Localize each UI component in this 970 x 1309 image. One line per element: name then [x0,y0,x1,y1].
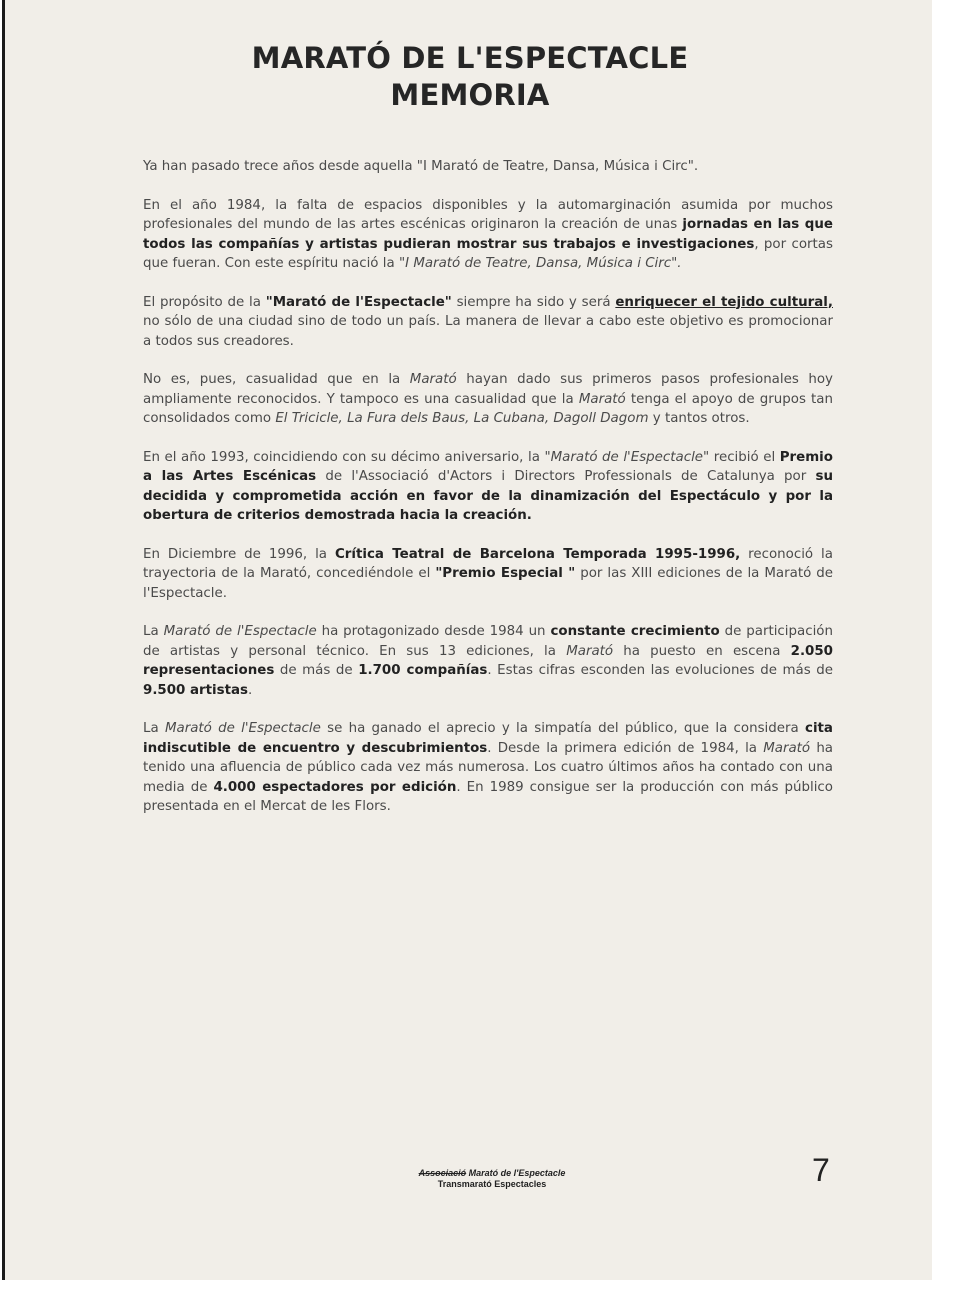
text-run: No es, pues, casualidad que en la [143,372,410,387]
paragraph [143,545,833,604]
emphasis-italic: Marató [566,643,614,659]
page-title: MARATÓ DE L'ESPECTACLE [251,41,689,75]
text-run: de más de [274,663,359,678]
footer-org-struck: Associació [418,1168,467,1178]
emphasis-bold: 2.050 representaciones [143,643,833,678]
text-run: recibió el [709,449,780,465]
text-run: En Diciembre de 1996, la [143,546,335,562]
emphasis-italic: Marató de l'Espectacle [164,721,321,736]
emphasis-bold: 9.500 artistas [143,682,249,698]
text-run: no sólo de una ciudad sino de todo un país. La manera de llevar a cabo este objetivo es promocionar a todos sus creadores. [143,314,833,349]
text-run: ha tenido una afluencia de público cada vez más numerosa. Los cuatro últimos años ha contado con una media de [143,740,834,795]
text-run: ha puesto en escena [613,643,791,659]
emphasis-bold: jornadas en las que todos las compañías y artistas pudieran mostrar sus trabajos e investigaciones [143,217,834,252]
emphasis-bold: Premio a las Artes Escénicas [143,449,833,484]
text-run: . [248,682,253,698]
text-run: y tantos otros. [648,411,750,426]
paragraph [143,196,833,274]
paragraph [143,157,833,177]
text-run: reconoció la trayectoria de la Marató, concediéndole el [143,546,833,581]
text-run: La [143,721,165,736]
text-run: La [143,624,164,639]
text-run: tenga el apoyo de grupos tan consolidados como [143,391,833,426]
emphasis-bold: constante crecimiento [550,624,720,639]
emphasis-bold: 1.700 compañías [358,663,488,678]
text-run: En el año 1993, coincidiendo con su décimo aniversario, la [143,449,545,465]
paragraph [143,622,833,700]
body-text [143,157,833,836]
page-margin [932,0,970,1309]
text-run: siempre ha sido y será [451,294,616,310]
emphasis-italic: Marató [578,391,626,407]
emphasis-italic: Marató de l'Espectacle [163,624,317,639]
text-run: se ha ganado el aprecio y la simpatía del público, que la considera [320,721,805,736]
text-run: Ya han pasado trece años desde aquella "I Marató de Teatre, Dansa, Música i Circ". [143,159,699,174]
text-run: , por cortas que fueran. Con este espíritu nació la [143,236,833,271]
emphasis-bold: "Marató de l'Espectacle" [265,294,452,310]
emphasis-italic: El Tricicle, La Fura dels Baus, La Cubana, Dagoll Dagom [275,411,649,426]
emphasis-bold: "Premio Especial " [435,566,576,581]
emphasis-bold: su decidida y comprometida acción en favor de la dinamización del Espectáculo y por la obertura de criterios demostrada hacia la creación. [143,469,833,523]
footer-org-name: Marató de l'Espectacle [466,1168,566,1178]
emphasis-italic: "Marató de l'Espectacle" [544,449,710,465]
text-run: . Desde la primera edición de 1984, la [487,740,764,756]
paragraph [143,370,833,429]
emphasis-italic: "I Marató de Teatre, Dansa, Música i Circ". [398,256,682,271]
emphasis-bold: Crítica Teatral de Barcelona Temporada 1995-1996, [334,546,741,562]
page-number: 7 [812,1152,830,1188]
text-run: . En 1989 consigue ser la producción con más público presentada en el Mercat de les Flors. [143,779,833,814]
text-run: por las XIII ediciones de la Marató de l'Espectacle. [143,566,833,601]
text-run: de participación de artistas y personal técnico. En sus 13 ediciones, la [143,624,833,659]
footer [372,1168,612,1190]
emphasis-italic: Marató [763,740,811,756]
text-run: hayan dado sus primeros pasos profesionales hoy ampliamente reconocidos. Y tampoco es una casualidad que la [143,372,833,407]
emphasis-underlined: enriquecer el tejido cultural, [615,294,833,310]
emphasis-bold: 4.000 espectadores por edición [213,779,457,795]
text-run: . Estas cifras esconden las evoluciones de más de [487,663,833,678]
text-run: de l'Associació d'Actors i Directors Professionals de Catalunya por [316,469,816,484]
emphasis-italic: Marató [409,372,457,387]
paragraph [143,448,833,526]
paragraph [143,293,833,352]
text-run: En el año 1984, la falta de espacios disponibles y la automarginación asumida por muchos profesionales del mundo de las artes escénicas originaron la creación de unas [143,197,833,232]
text-run: ha protagonizado desde 1984 un [316,624,551,639]
footer-subtitle: Transmarató Espectacles [437,1179,547,1189]
page-subtitle: MEMORIA [390,78,550,112]
footer-organization [372,1168,612,1179]
emphasis-bold: cita indiscutible de encuentro y descubrimientos [143,721,833,756]
title-block [0,40,940,114]
paragraph [143,719,833,817]
text-run: El propósito de la [143,294,266,310]
